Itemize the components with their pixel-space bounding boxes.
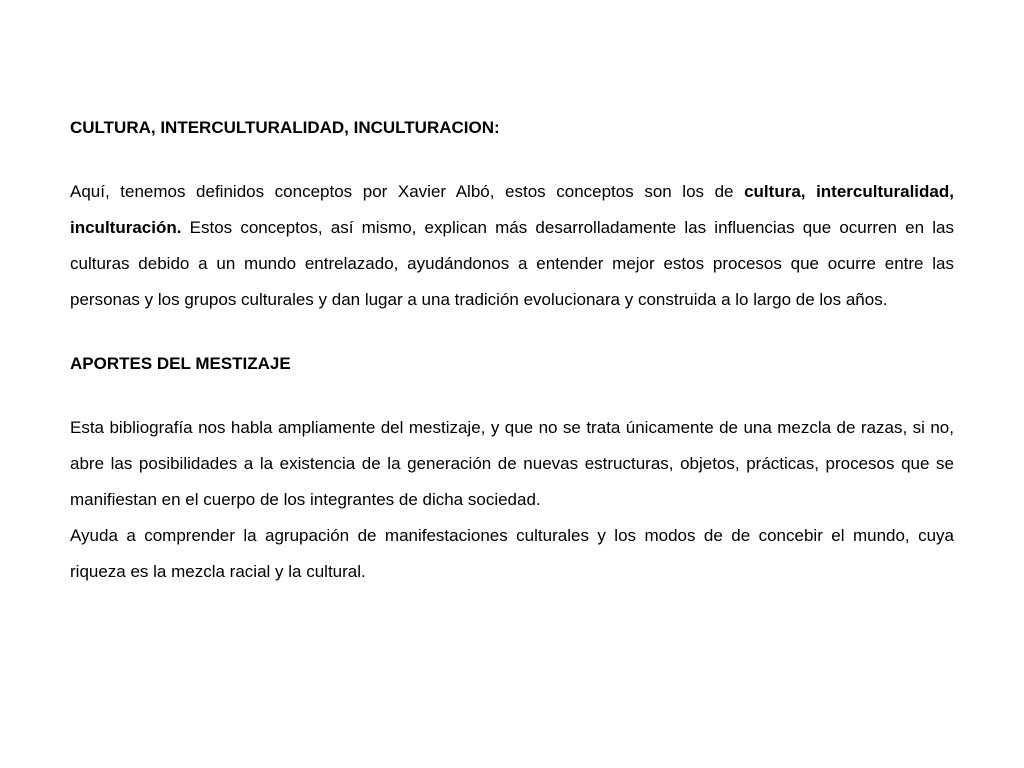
paragraph-cultura-bold-terms: cultura, interculturalidad, inculturación.	[70, 182, 954, 237]
section-title-cultura: CULTURA, INTERCULTURALIDAD, INCULTURACION:	[70, 118, 500, 137]
paragraph-cultura-rest: Estos conceptos, así mismo, explican más desarrolladamente las influencias que ocurren en las culturas debido a un mundo entrelazado, ayudándonos a entender mejor estos procesos que ocurre entre las personas y los grupos culturales y dan lugar a una tradición evolucionara y construida a lo largo de los años.	[70, 218, 954, 309]
paragraph-cultura	[70, 174, 954, 318]
section-title-mestizaje: APORTES DEL MESTIZAJE	[70, 354, 291, 373]
paragraph-mestizaje-1: Esta bibliografía nos habla ampliamente del mestizaje, y que no se trata únicamente de una mezcla de razas, si no, abre las posibilidades a la existencia de la generación de nuevas estructuras, objetos, prácticas, procesos que se manifiestan en el cuerpo de los integrantes de dicha sociedad.	[70, 418, 954, 509]
paragraph-mestizaje-2: Ayuda a comprender la agrupación de manifestaciones culturales y los modos de de concebir el mundo, cuya riqueza es la mezcla racial y la cultural.	[70, 526, 954, 581]
paragraph-cultura-intro: Aquí, tenemos definidos conceptos por Xavier Albó, estos conceptos son los de	[70, 182, 745, 201]
document-body	[70, 110, 954, 590]
